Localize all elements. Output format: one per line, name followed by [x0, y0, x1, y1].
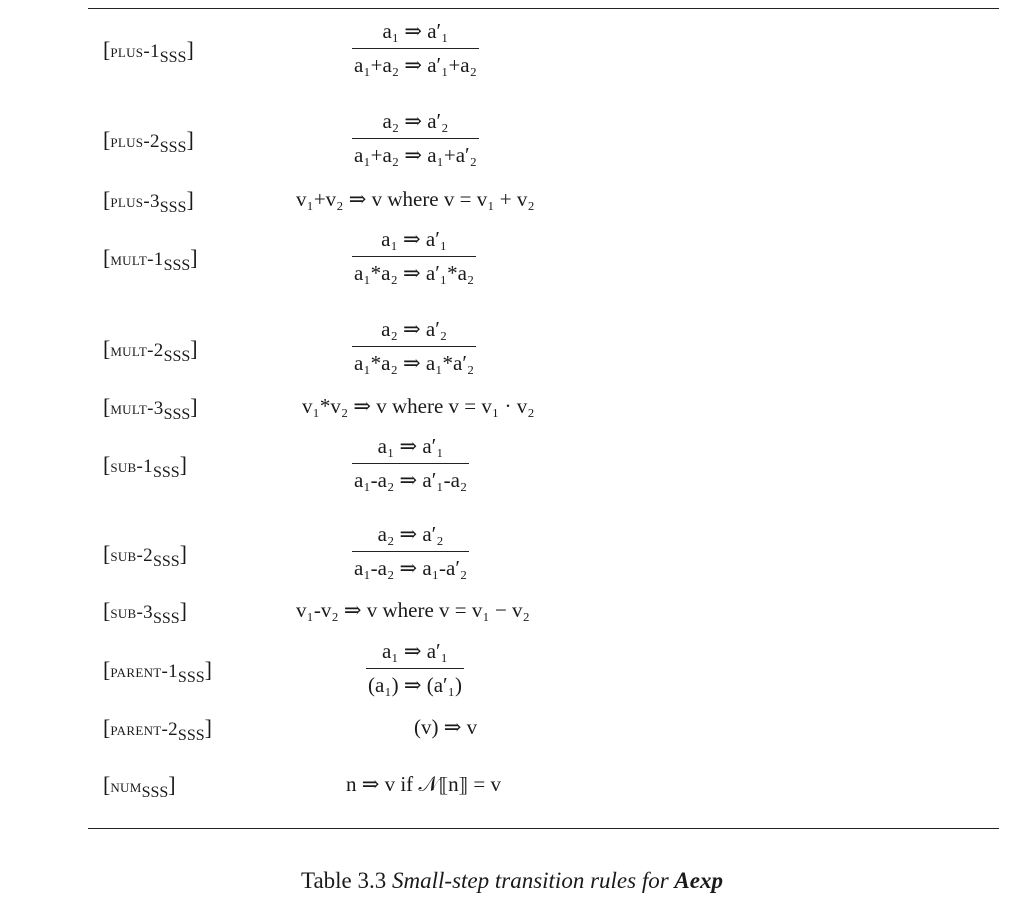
inference-line: [366, 668, 464, 669]
premise: a₁ ⇒ a′₁: [382, 19, 449, 43]
axiom: v₁+v₂ ⇒ v where v = v₁ + v₂: [296, 187, 535, 211]
rule-label: $[plus-3_{SSS}]$: [103, 187, 194, 216]
axiom: v₁*v₂ ⇒ v where v = v₁ · v₂: [302, 394, 535, 418]
premise: a₁ ⇒ a′₁: [377, 434, 444, 458]
inference-line: [352, 463, 469, 464]
inference-rule: [352, 226, 476, 287]
rule-label: [num$_{SSS}$]: [103, 772, 176, 801]
rule-label: $[mult-2_{SSS}]$: [103, 336, 198, 365]
inference-line: [352, 138, 479, 139]
inference-line: [352, 48, 479, 49]
inference-rule: [352, 433, 469, 494]
conclusion: (a₁) ⇒ (a′₁): [368, 673, 462, 697]
conclusion: a₁+a₂ ⇒ a₁+a′₂: [354, 143, 477, 167]
inference-rule: [352, 18, 479, 79]
rule-label: $[mult-3_{SSS}]$: [103, 394, 198, 423]
rule-label: $[sub-3_{SSS}]$: [103, 598, 187, 627]
axiom: v₁-v₂ ⇒ v where v = v₁ − v₂: [296, 598, 530, 622]
caption-text: Small-step transition rules for: [392, 868, 669, 893]
inference-rule: [352, 316, 476, 377]
conclusion: a₁*a₂ ⇒ a₁*a′₂: [354, 351, 475, 375]
caption-bold: Aexp: [674, 868, 723, 893]
premise: a₂ ⇒ a′₂: [382, 109, 449, 133]
caption-prefix: Table 3.3: [301, 868, 387, 893]
conclusion: a₁*a₂ ⇒ a′₁*a₂: [354, 261, 475, 285]
rule-label: $[plus-1_{SSS}]$: [103, 37, 194, 66]
rule-label: $[plus-2_{SSS}]$: [103, 127, 194, 156]
rule-label: $[sub-1_{SSS}]$: [103, 452, 187, 481]
premise: a₁ ⇒ a′₁: [381, 639, 448, 663]
inference-rule: [352, 108, 479, 169]
premise: a₂ ⇒ a′₂: [377, 522, 444, 546]
rule-label: $[mult-1_{SSS}]$: [103, 245, 198, 274]
premise: a₁ ⇒ a′₁: [381, 227, 448, 251]
conclusion: a₁-a₂ ⇒ a′₁-a₂: [354, 468, 468, 492]
axiom: (v) ⇒ v: [414, 715, 478, 739]
rule-label: $[parent-2_{SSS}]$: [103, 715, 212, 744]
inference-line: [352, 346, 476, 347]
inference-line: [352, 551, 469, 552]
premise: a₂ ⇒ a′₂: [381, 317, 448, 341]
axiom: n ⇒ v if 𝒩⟦n⟧ = v: [346, 772, 501, 796]
inference-line: [352, 256, 476, 257]
inference-rule: [352, 521, 469, 582]
table-top-rule: [88, 8, 999, 9]
conclusion: a₁+a₂ ⇒ a′₁+a₂: [354, 53, 477, 77]
inference-rule: [366, 638, 464, 699]
table-caption: [0, 868, 1024, 894]
rule-label: $[sub-2_{SSS}]$: [103, 541, 187, 570]
conclusion: a₁-a₂ ⇒ a₁-a′₂: [354, 556, 468, 580]
rule-label: $[parent-1_{SSS}]$: [103, 657, 212, 686]
table-bottom-rule: [88, 828, 999, 829]
